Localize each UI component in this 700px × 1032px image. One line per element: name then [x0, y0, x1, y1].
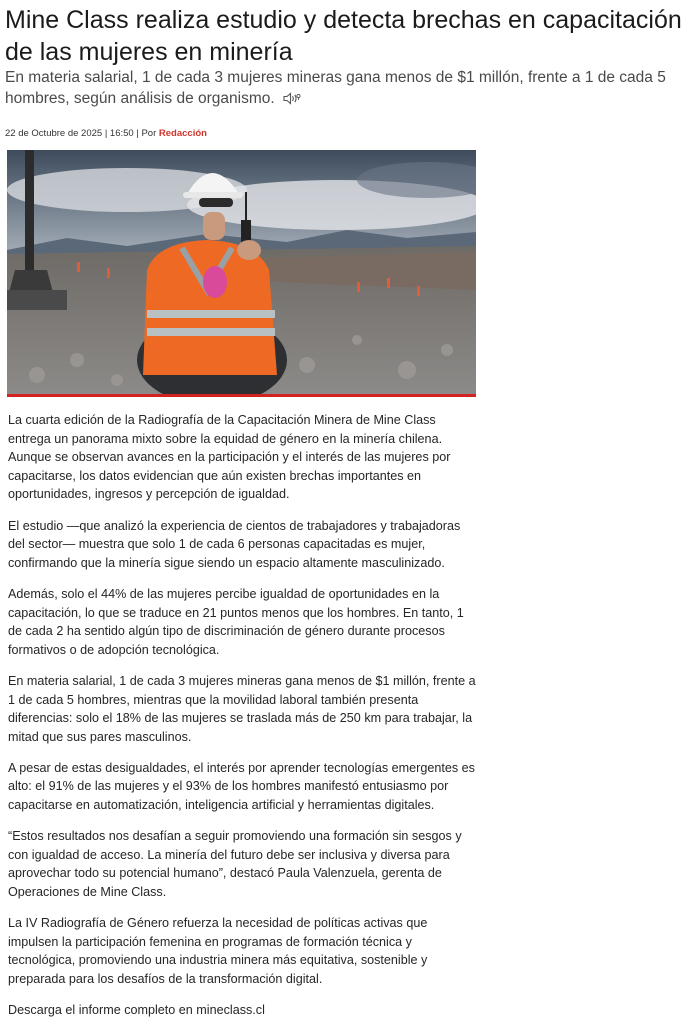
article-paragraph: “Estos resultados nos desafían a seguir promoviendo una formación sin sesgos y con igualdad de acceso. La minería del futuro debe ser inclusiva y diversa para aprovechar todo su potencial humano”, destacó Paula Valenzuela, gerenta de Operaciones de Mine Class.: [8, 829, 462, 900]
speaker-sound-icon[interactable]: [283, 90, 301, 111]
article-body: [8, 411, 478, 1032]
article-paragraph: La IV Radiografía de Género refuerza la necesidad de políticas activas que impulsen la participación femenina en programas de formación técnica y tecnológica, promoviendo una industria minera más equitativa, sostenible y preparada para los desafíos de la transformación digital.: [8, 916, 428, 986]
article-paragraph: El estudio —que analizó la experiencia de cientos de trabajadores y trabajadoras del sector— muestra que solo 1 de cada 6 personas capacitadas es mujer, confirmando que la minería sigue siendo un espacio altamente masculinizado.: [8, 518, 461, 570]
article-date: 22 de Octubre de 2025 | 16:50 | Por: [5, 128, 157, 139]
author-link[interactable]: Redacción: [158, 128, 207, 139]
article-title: Mine Class realiza estudio y detecta brechas en capacitación de las mujeres en minería: [5, 6, 682, 66]
article-photo: [7, 150, 476, 397]
article-paragraph: La cuarta edición de la Radiografía de la Capacitación Minera de Mine Class entrega un panorama mixto sobre la equidad de género en la minería chilena. Aunque se observan avances en la participación y el interés de las mujeres por capacitarse, los datos evidencian que aún existen brechas importantes en oportunidades, ingresos y percepción de igualdad.: [8, 413, 451, 502]
article-paragraph: En materia salarial, 1 de cada 3 mujeres mineras gana menos de $1 millón, frente a 1 de cada 5 hombres, mientras que la movilidad laboral también presenta diferencias: solo el 18% de las mujeres se traslada más de 250 km para trabajar, la mitad que sus pares masculinos.: [8, 673, 476, 744]
article-meta: [5, 128, 207, 140]
article-paragraph: Además, solo el 44% de las mujeres percibe igualdad de oportunidades en la capacitación, lo que se traduce en 21 puntos menos que los hombres. En tanto, 1 de cada 2 ha sentido algún tipo de discriminación de género durante procesos formativos o de adopción tecnológica.: [8, 586, 464, 657]
article-subtitle-text: En materia salarial, 1 de cada 3 mujeres mineras gana menos de $1 millón, frente a 1 de cada 5 hombres, según análisis de organismo.: [5, 69, 666, 107]
article-paragraph: A pesar de estas desigualdades, el interés por aprender tecnologías emergentes es alto: el 91% de las mujeres y el 93% de los hombres manifestó entusiasmo por capacitarse en automatización, inteligencia artificial y herramientas digitales.: [8, 760, 475, 813]
article-paragraph: Descarga el informe completo en mineclass.cl: [8, 1003, 265, 1018]
article-subtitle: [5, 67, 695, 111]
